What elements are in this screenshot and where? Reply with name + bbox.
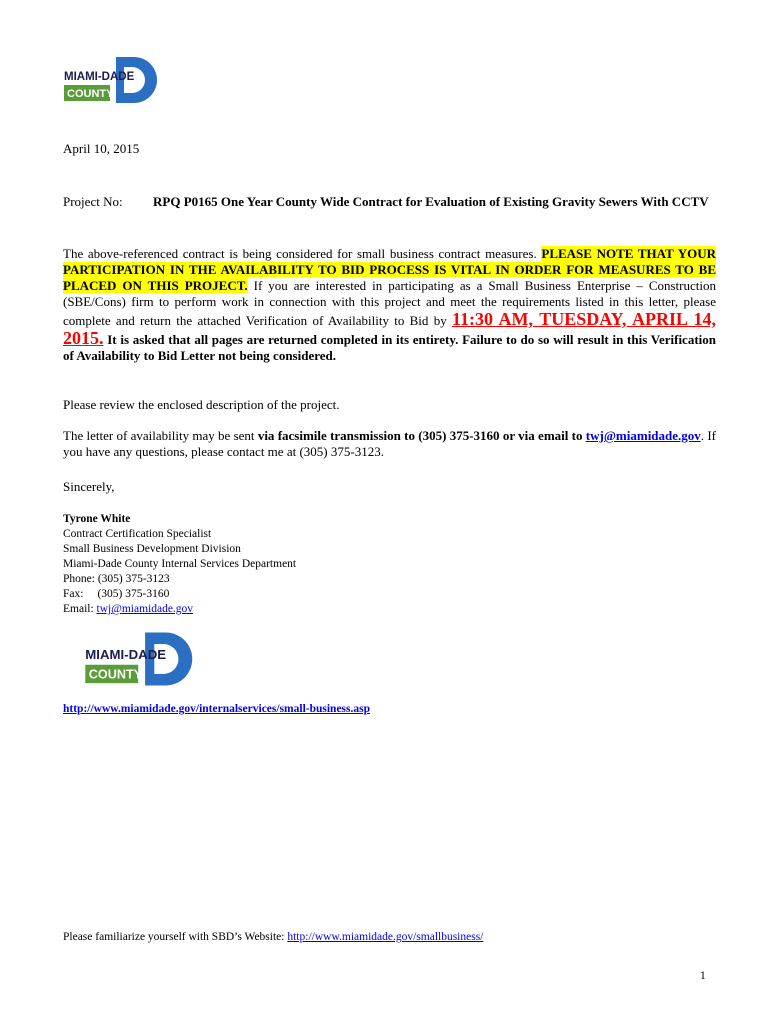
miami-dade-logo-footer [83,631,198,687]
submission-method: via facsimile transmission to (305) 375-3160 or via email to [257,428,583,443]
completion-notice: It is asked that all pages are returned completed in its entirety. Failure to do so will result in this Verification of Availability to Bid Letter not being considered. [63,332,716,363]
signature-email-link[interactable]: twj@miamidade.gov [96,603,194,615]
logo-line2: COUNTY [88,667,143,682]
sbd-website-link[interactable]: http://www.miamidade.gov/smallbusiness/ [287,931,484,943]
logo-d-mark-icon [62,56,162,104]
signature-block [63,512,296,617]
signer-title: Contract Certification Specialist [63,528,212,540]
signer-phone: Phone: (305) 375-3123 [63,573,170,585]
paragraph-review: Please review the enclosed description of the project. [63,397,340,412]
paragraph-submission [63,428,716,460]
logo-line1: MIAMI-DADE [64,71,135,83]
logo-d-mark-icon [83,631,198,687]
logo-line1: MIAMI-DADE [85,647,167,662]
signer-name: Tyrone White [63,513,131,525]
submission-intro: The letter of availability may be sent [63,428,258,443]
intro-text: The above-referenced contract is being considered for small business contract measures. [63,246,542,261]
paragraph-intro [63,246,716,364]
signer-fax: Fax: (305) 375-3160 [63,588,170,600]
bid-deadline: 11:30 AM, TUESDAY, APRIL 14, 2015. [63,309,716,348]
miami-dade-logo [62,56,162,104]
project-label: Project No: [63,194,123,209]
page-number: 1 [700,970,706,982]
signer-division: Small Business Development Division [63,543,241,555]
contact-text: . If you have any questions, please contact me at (305) 375-3123. [63,428,716,459]
signer-department: Miami-Dade County Internal Services Department [63,558,297,570]
footer-note: Please familiarize yourself with SBD’s Website: http://www.miamidade.gov/smallbusiness/ [63,931,484,943]
closing: Sincerely, [63,479,115,494]
letter-date: April 10, 2015 [63,141,140,156]
logo-line2: COUNTY [67,88,114,100]
email-link[interactable]: twj@miamidade.gov [585,428,701,443]
intro-body: If you are interested in participating as a Small Business Enterprise – Construction (SBE/Cons) firm to perform work in connection with this project and meet the requirements listed in this letter, please complete and return the attached Verification of Availability to Bid by [63,278,716,328]
highlighted-notice: PLEASE NOTE THAT YOUR PARTICIPATION IN THE AVAILABILITY TO BID PROCESS IS VITAL IN ORDER FOR MEASURES TO BE PLACED ON THIS PROJECT. [63,246,716,293]
signer-email: Email: twj@miamidade.gov [63,603,194,615]
internal-services-link[interactable]: http://www.miamidade.gov/internalservices/small-business.asp [63,703,371,715]
project-title: RPQ P0165 One Year County Wide Contract for Evaluation of Existing Gravity Sewers With CCTV [153,194,709,209]
